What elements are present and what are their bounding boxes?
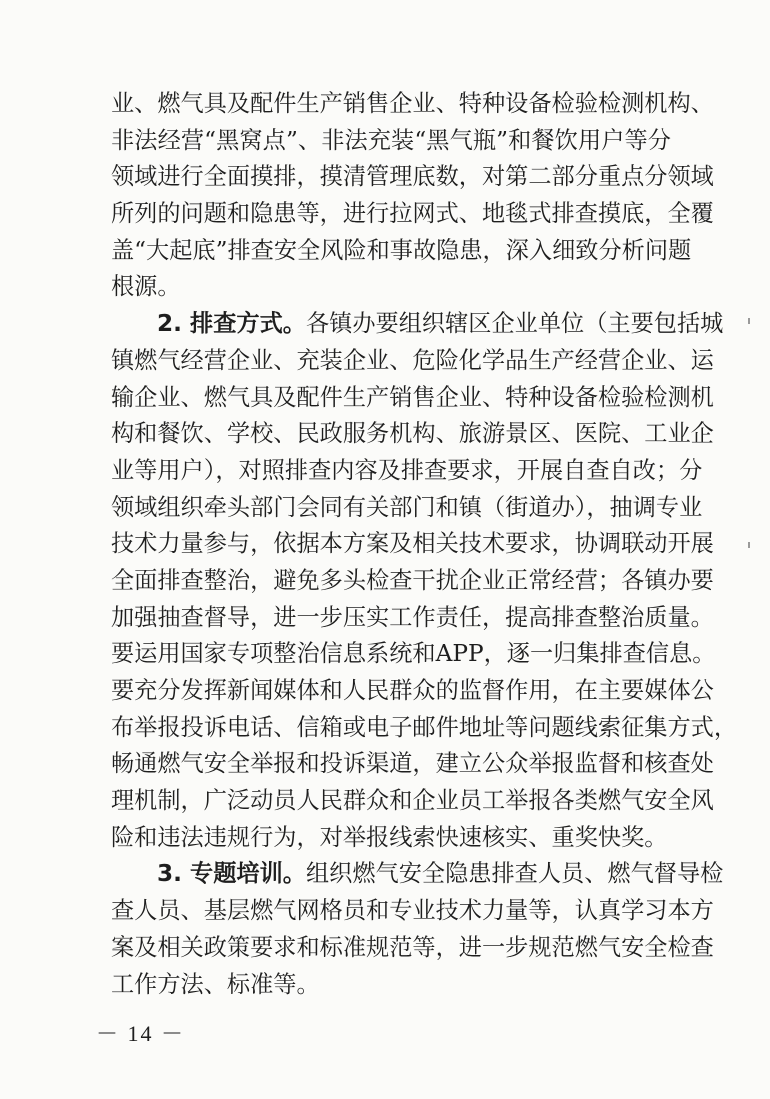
- section-3-first-line: [111, 856, 724, 893]
- text-line: 畅通燃气安全举报和投诉渠道，建立公众举报监督和核查处: [111, 750, 714, 778]
- text-line: 技术力量参与，依据本方案及相关技术要求，协调联动开展: [111, 530, 714, 558]
- text-line: 案及相关政策要求和标准规范等，进一步规范燃气安全检查: [111, 933, 714, 961]
- text-line: 非法经营“黑窝点”、非法充装“黑气瓶”和餐饮用户等分: [111, 126, 671, 154]
- text-line: 业等用户），对照排查内容及排查要求，开展自查自改；分: [111, 456, 703, 484]
- text-line: 领域进行全面摸排，摸清管理底数，对第二部分重点分领域: [111, 163, 714, 191]
- section-3-heading: 3. 专题培训。: [157, 860, 306, 888]
- body-text: [111, 86, 738, 1003]
- text-line: 险和违法违规行为，对举报线索快速核实、重奖快奖。: [111, 823, 668, 851]
- text-line: 布举报投诉电话、信箱或电子邮件地址等问题线索征集方式，: [111, 713, 738, 741]
- text-line: 全面排查整治，避免多头检查干扰企业正常经营；各镇办要: [111, 566, 714, 594]
- text-line: 所列的问题和隐患等，进行拉网式、地毯式排查摸底，全覆: [111, 200, 714, 228]
- text-line: 镇燃气经营企业、充装企业、危险化学品生产经营企业、运: [111, 346, 714, 374]
- text-line: 要运用国家专项整治信息系统和APP，逐一归集排查信息。: [111, 640, 716, 668]
- scan-mark: [748, 318, 750, 324]
- section-2-heading: 2. 排查方式。: [157, 310, 306, 338]
- text-line: 领域组织牵头部门会同有关部门和镇（街道办），抽调专业: [111, 493, 703, 521]
- section-2-first-line: [111, 306, 724, 343]
- text-line: 根源。: [111, 273, 181, 301]
- text-line: 工作方法、标准等。: [111, 970, 320, 998]
- text-line: 构和餐饮、学校、民政服务机构、旅游景区、医院、工业企: [111, 420, 714, 448]
- text-line: 查人员、基层燃气网格员和专业技术力量等，认真学习本方: [111, 897, 714, 925]
- text-line: 盖“大起底”排查安全风险和事故隐患，深入细致分析问题: [111, 236, 692, 264]
- text-line: 加强抽查督导，进一步压实工作责任，提高排查整治质量。: [111, 603, 714, 631]
- section-3-text: 组织燃气安全隐患排查人员、燃气督导检: [305, 860, 724, 888]
- text-line: 输企业、燃气具及配件生产销售企业、特种设备检验检测机: [111, 383, 714, 411]
- text-line: 业、燃气具及配件生产销售企业、特种设备检验检测机构、: [111, 90, 714, 117]
- section-2-text: 各镇办要组织辖区企业单位（主要包括城: [305, 310, 724, 338]
- scan-mark: [748, 542, 750, 548]
- text-line: 要充分发挥新闻媒体和人民群众的监督作用，在主要媒体公: [111, 677, 714, 704]
- page-number: － 14 －: [96, 1021, 186, 1046]
- text-line: 理机制，广泛动员人民群众和企业员工举报各类燃气安全风: [111, 787, 714, 815]
